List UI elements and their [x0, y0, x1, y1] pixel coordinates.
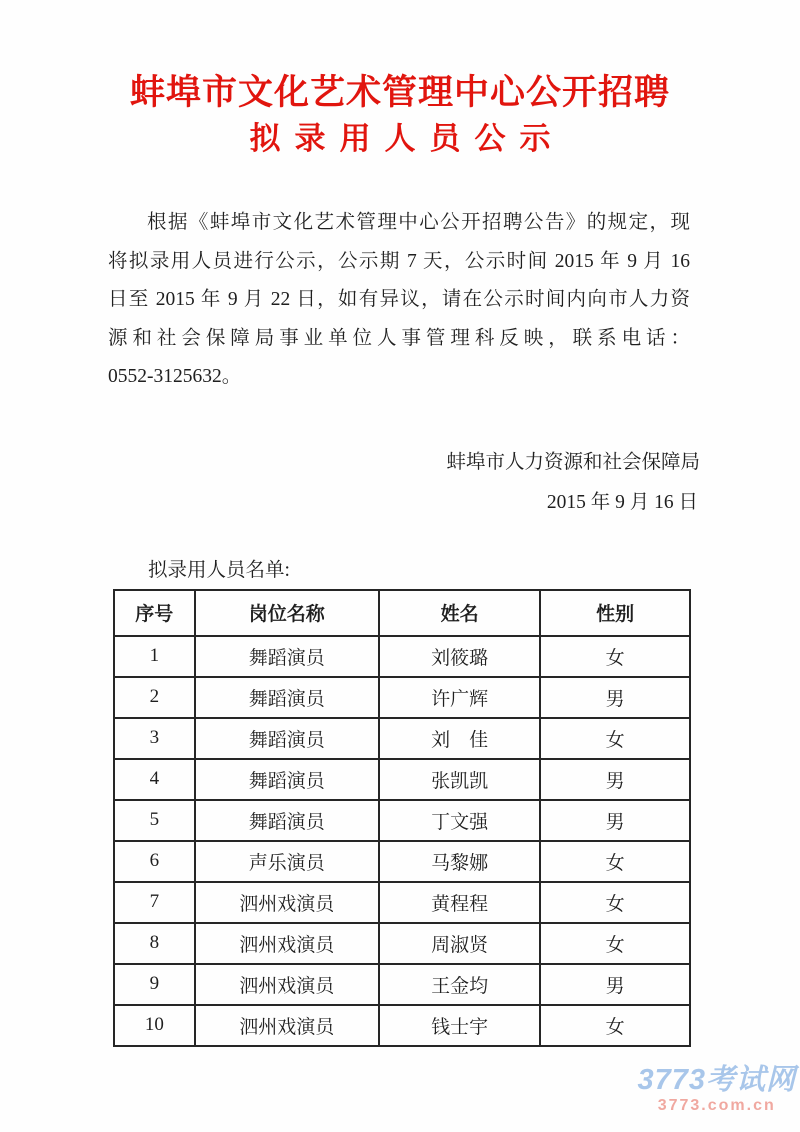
table-row: [114, 923, 690, 964]
cell-name: 黄程程: [379, 882, 540, 923]
cell-position: 泗州戏演员: [195, 1005, 379, 1046]
cell-position: 舞蹈演员: [195, 759, 379, 800]
announcement-paragraph: [108, 204, 690, 397]
watermark-site-url: 3773.com.cn: [657, 1097, 776, 1114]
title-line-2: 拟录用人员公示: [249, 121, 565, 156]
cell-name: 周淑贤: [379, 923, 540, 964]
cell-gender: 女: [540, 882, 690, 923]
cell-serial: 1: [114, 636, 195, 677]
cell-serial: 8: [114, 923, 195, 964]
cell-gender: 女: [540, 718, 690, 759]
table-header-row: [114, 590, 690, 636]
cell-gender: 女: [540, 841, 690, 882]
cell-name: 张凯凯: [379, 759, 540, 800]
signature-block: [0, 443, 700, 523]
cell-serial: 7: [114, 882, 195, 923]
site-watermark: [637, 1066, 796, 1114]
cell-position: 舞蹈演员: [195, 636, 379, 677]
cell-name: 刘 佳: [379, 718, 540, 759]
header-name: 姓名: [379, 590, 540, 636]
cell-serial: 2: [114, 677, 195, 718]
cell-serial: 6: [114, 841, 195, 882]
header-serial: 序号: [114, 590, 195, 636]
table-row: [114, 759, 690, 800]
signature-date: 2015 年 9 月 16 日: [546, 491, 698, 513]
cell-position: 舞蹈演员: [195, 800, 379, 841]
header-position: 岗位名称: [195, 590, 379, 636]
cell-gender: 男: [540, 800, 690, 841]
paragraph-line: 源和社会保障局事业单位人事管理科反映，联系电话：: [108, 327, 690, 349]
header-gender: 性别: [540, 590, 690, 636]
cell-serial: 5: [114, 800, 195, 841]
cell-gender: 女: [540, 636, 690, 677]
table-row: [114, 677, 690, 718]
cell-gender: 男: [540, 677, 690, 718]
cell-serial: 10: [114, 1005, 195, 1046]
watermark-site-name: 3773考试网: [637, 1064, 796, 1096]
signature-organization: 蚌埠市人力资源和社会保障局: [446, 451, 700, 473]
table-row: [114, 841, 690, 882]
roster-label: 拟录用人员名单:: [148, 559, 290, 581]
cell-gender: 男: [540, 964, 690, 1005]
cell-position: 泗州戏演员: [195, 964, 379, 1005]
cell-name: 马黎娜: [379, 841, 540, 882]
cell-position: 泗州戏演员: [195, 882, 379, 923]
cell-serial: 3: [114, 718, 195, 759]
cell-name: 丁文强: [379, 800, 540, 841]
paragraph-line: 根据《蚌埠市文化艺术管理中心公开招聘公告》的规定，现: [147, 212, 690, 233]
cell-name: 王金均: [379, 964, 540, 1005]
cell-serial: 9: [114, 964, 195, 1005]
table-row: [114, 964, 690, 1005]
table-row: [114, 882, 690, 923]
cell-name: 许广辉: [379, 677, 540, 718]
cell-gender: 男: [540, 759, 690, 800]
cell-gender: 女: [540, 1005, 690, 1046]
paragraph-line: 将拟录用人员进行公示，公示期 7 天，公示时间 2015 年 9 月 16: [108, 250, 690, 272]
cell-position: 泗州戏演员: [195, 923, 379, 964]
paragraph-line: 日至 2015 年 9 月 22 日，如有异议，请在公示时间内向市人力资: [108, 289, 690, 310]
table-row: [114, 800, 690, 841]
document-title: [0, 0, 800, 162]
cell-position: 声乐演员: [195, 841, 379, 882]
cell-name: 刘筱璐: [379, 636, 540, 677]
cell-serial: 4: [114, 759, 195, 800]
table-row: [114, 718, 690, 759]
roster-table: [113, 589, 691, 1047]
table-row: [114, 636, 690, 677]
cell-gender: 女: [540, 923, 690, 964]
cell-name: 钱士宇: [379, 1005, 540, 1046]
cell-position: 舞蹈演员: [195, 718, 379, 759]
title-line-1: 蚌埠市文化艺术管理中心公开招聘: [129, 73, 670, 112]
paragraph-line-phone: 0552-3125632。: [108, 366, 242, 387]
table-row: [114, 1005, 690, 1046]
cell-position: 舞蹈演员: [195, 677, 379, 718]
